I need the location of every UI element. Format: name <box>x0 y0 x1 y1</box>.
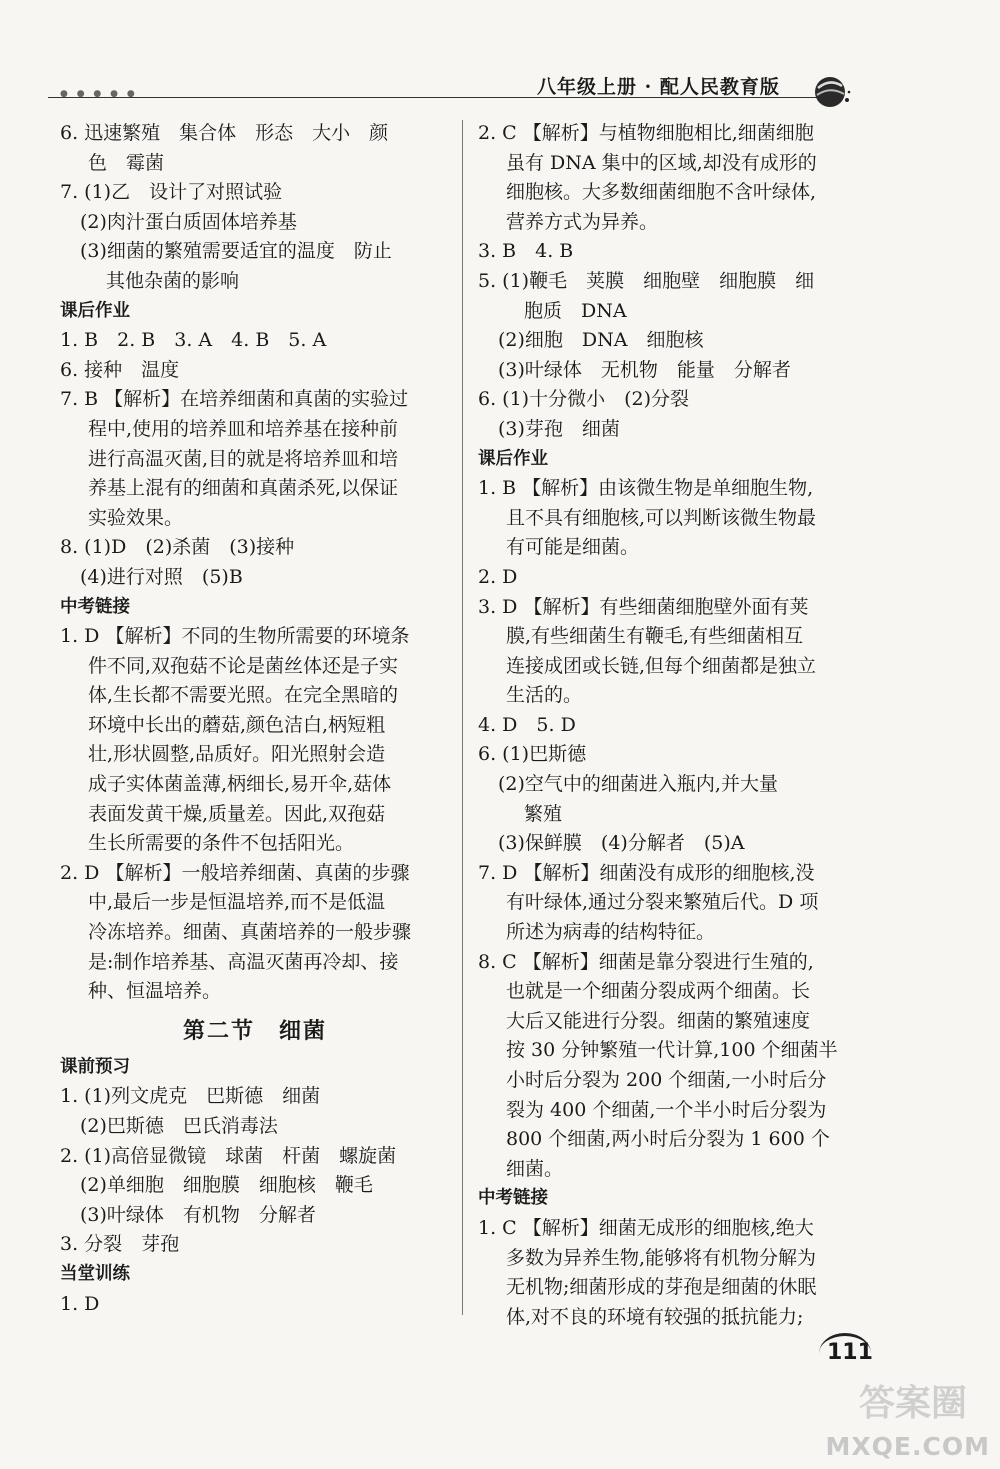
answer-line: 800 个细菌,两小时后分裂为 1 600 个 <box>506 1128 830 1151</box>
answer-line: 细菌。 <box>506 1157 564 1180</box>
watermark <box>790 1375 990 1465</box>
header-dots: ● ● ● ● ● <box>60 89 138 99</box>
answer-line: 虽有 DNA 集中的区域,却没有成形的 <box>506 151 817 174</box>
answer-line: 环境中长出的蘑菇,颜色洁白,柄短粗 <box>88 713 386 736</box>
answer-line: 种、恒温培养。 <box>88 980 222 1003</box>
answer-line: 2. (1)高倍显微镜 球菌 杆菌 螺旋菌 <box>60 1144 397 1167</box>
section-heading: 中考链接 <box>60 596 130 617</box>
answer-line: 成子实体菌盖薄,柄细长,易开伞,菇体 <box>88 773 392 796</box>
answer-line: 是:制作培养基、高温灭菌再冷却、接 <box>88 950 399 973</box>
page-number: 111 <box>827 1340 873 1365</box>
answer-line: 6. (1)十分微小 (2)分裂 <box>478 388 689 411</box>
section-title: 第二节 细菌 <box>182 1018 327 1044</box>
watermark-logo <box>838 1375 988 1425</box>
answer-line: 大后又能进行分裂。细菌的繁殖速度 <box>506 1009 811 1032</box>
answer-line: 2. C 【解析】与植物细胞相比,细菌细胞 <box>478 122 814 144</box>
answer-line: (3)叶绿体 有机物 分解者 <box>80 1203 316 1226</box>
answer-line: 3. D 【解析】有些细菌细胞壁外面有荚 <box>478 595 809 618</box>
section-heading: 课后作业 <box>478 448 548 469</box>
answer-line: 实验效果。 <box>88 506 184 529</box>
answer-line: 冷冻培养。细菌、真菌培养的一般步骤 <box>88 921 412 944</box>
answer-line: 所述为病毒的结构特征。 <box>506 921 716 944</box>
answer-line: 营养方式为异养。 <box>506 210 659 233</box>
answer-line: 7. D 【解析】细菌没有成形的细胞核,没 <box>478 861 815 884</box>
answer-line: 繁殖 <box>524 802 563 825</box>
answer-line: 按 30 分钟繁殖一代计算,100 个细菌半 <box>506 1039 838 1062</box>
answer-line: (2)巴斯德 巴氏消毒法 <box>80 1115 278 1137</box>
answer-line: (4)进行对照 (5)B <box>80 565 243 588</box>
answer-line: (3)叶绿体 无机物 能量 分解者 <box>498 358 791 381</box>
answer-line: 多数为异养生物,能够将有机物分解为 <box>506 1246 817 1269</box>
answer-line: 有可能是细菌。 <box>506 536 640 559</box>
answer-line: 壮,形状圆整,品质好。阳光照射会造 <box>88 743 386 766</box>
page-number-badge <box>815 1333 875 1373</box>
answer-line: 1. (1)列文虎克 巴斯德 细菌 <box>60 1085 321 1108</box>
answer-line: 体,生长都不需要光照。在完全黑暗的 <box>88 684 399 707</box>
globe-icon <box>812 72 852 112</box>
section-heading: 课前预习 <box>60 1056 130 1077</box>
answer-line: 7. (1)乙 设计了对照试验 <box>60 181 283 204</box>
answer-line: 膜,有些细菌生有鞭毛,有些细菌相互 <box>506 625 804 648</box>
answer-line: 小时后分裂为 200 个细菌,一小时后分 <box>506 1069 827 1091</box>
answer-line: 无机物;细菌形成的芽孢是细菌的休眠 <box>506 1276 817 1299</box>
answer-line: 2. D <box>478 565 518 588</box>
answer-line: 6. 接种 温度 <box>60 358 180 381</box>
answer-line: 8. (1)D (2)杀菌 (3)接种 <box>60 536 295 559</box>
answer-line: 5. (1)鞭毛 荚膜 细胞壁 细胞膜 细 <box>478 269 815 292</box>
answer-line: 程中,使用的培养皿和培养基在接种前 <box>88 417 399 440</box>
answer-line: 连接成团或长链,但每个细菌都是独立 <box>506 654 817 677</box>
page-header <box>0 0 1000 110</box>
answer-line: 8. C 【解析】细菌是靠分裂进行生殖的, <box>478 950 814 973</box>
answer-line: 1. D <box>60 1292 100 1315</box>
answer-line: 体,对不良的环境有较强的抵抗能力; <box>506 1305 804 1328</box>
answer-line: 裂为 400 个细菌,一个半小时后分裂为 <box>506 1098 827 1121</box>
watermark-text: MXQE.COM <box>825 1432 990 1461</box>
answer-line: 1. B 2. B 3. A 4. B 5. A <box>60 329 327 352</box>
answer-line: 7. B 【解析】在培养细菌和真菌的实验过 <box>60 388 409 411</box>
answer-line: (3)细菌的繁殖需要适宜的温度 防止 <box>80 240 392 263</box>
answer-line: 6. (1)巴斯德 <box>478 743 587 766</box>
answer-line: 细胞核。大多数细菌细胞不含叶绿体, <box>506 181 817 204</box>
answer-line: 4. D 5. D <box>478 713 576 736</box>
answer-line: 其他杂菌的影响 <box>106 269 240 292</box>
answer-line: (2)单细胞 细胞膜 细胞核 鞭毛 <box>80 1174 373 1197</box>
answer-line: 且不具有细胞核,可以判断该微生物最 <box>506 506 817 529</box>
answer-line: (2)细胞 DNA 细胞核 <box>498 329 704 352</box>
answer-line: 件不同,双孢菇不论是菌丝体还是子实 <box>88 654 399 677</box>
answer-line: 中,最后一步是恒温培养,而不是低温 <box>88 891 386 914</box>
header-title: 八年级上册 · 配人民教育版 <box>537 76 780 98</box>
answer-line: 生长所需要的条件不包括阳光。 <box>88 832 355 855</box>
answer-line: 胞质 DNA <box>524 299 627 322</box>
answer-line: 生活的。 <box>506 684 583 707</box>
answer-line: 1. C 【解析】细菌无成形的细胞核,绝大 <box>478 1216 814 1239</box>
answer-line: 1. D 【解析】不同的生物所需要的环境条 <box>60 625 410 648</box>
svg-text:答案圈: 答案圈 <box>858 1383 968 1424</box>
answer-line: 也就是一个细菌分裂成两个细菌。长 <box>506 980 811 1003</box>
section-heading: 当堂训练 <box>60 1263 130 1284</box>
answer-line: 1. B 【解析】由该微生物是单细胞生物, <box>478 477 814 500</box>
answer-line: 表面发黄干燥,质量差。因此,双孢菇 <box>88 802 386 825</box>
answer-line: (2)肉汁蛋白质固体培养基 <box>80 210 297 233</box>
section-heading: 中考链接 <box>478 1188 548 1209</box>
answer-line: 2. D 【解析】一般培养细菌、真菌的步骤 <box>60 861 410 884</box>
answer-line: 有叶绿体,通过分裂来繁殖后代。D 项 <box>506 891 819 914</box>
answer-line: 养基上混有的细菌和真菌杀死,以保证 <box>88 477 399 500</box>
column-divider <box>462 120 463 1315</box>
right-column <box>478 119 868 1332</box>
left-column <box>60 119 450 1319</box>
section-heading: 课后作业 <box>60 300 130 321</box>
answer-line: (2)空气中的细菌进入瓶内,并大量 <box>498 773 778 796</box>
answer-line: 3. 分裂 芽孢 <box>60 1233 180 1256</box>
answer-line: 3. B 4. B <box>478 240 574 263</box>
answer-line: 色 霉菌 <box>88 151 165 174</box>
answer-line: 6. 迅速繁殖 集合体 形态 大小 颜 <box>60 122 389 144</box>
answer-line: (3)保鲜膜 (4)分解者 (5)A <box>498 832 745 855</box>
answer-line: (3)芽孢 细菌 <box>498 417 620 440</box>
answer-line: 进行高温灭菌,目的就是将培养皿和培 <box>88 447 399 470</box>
